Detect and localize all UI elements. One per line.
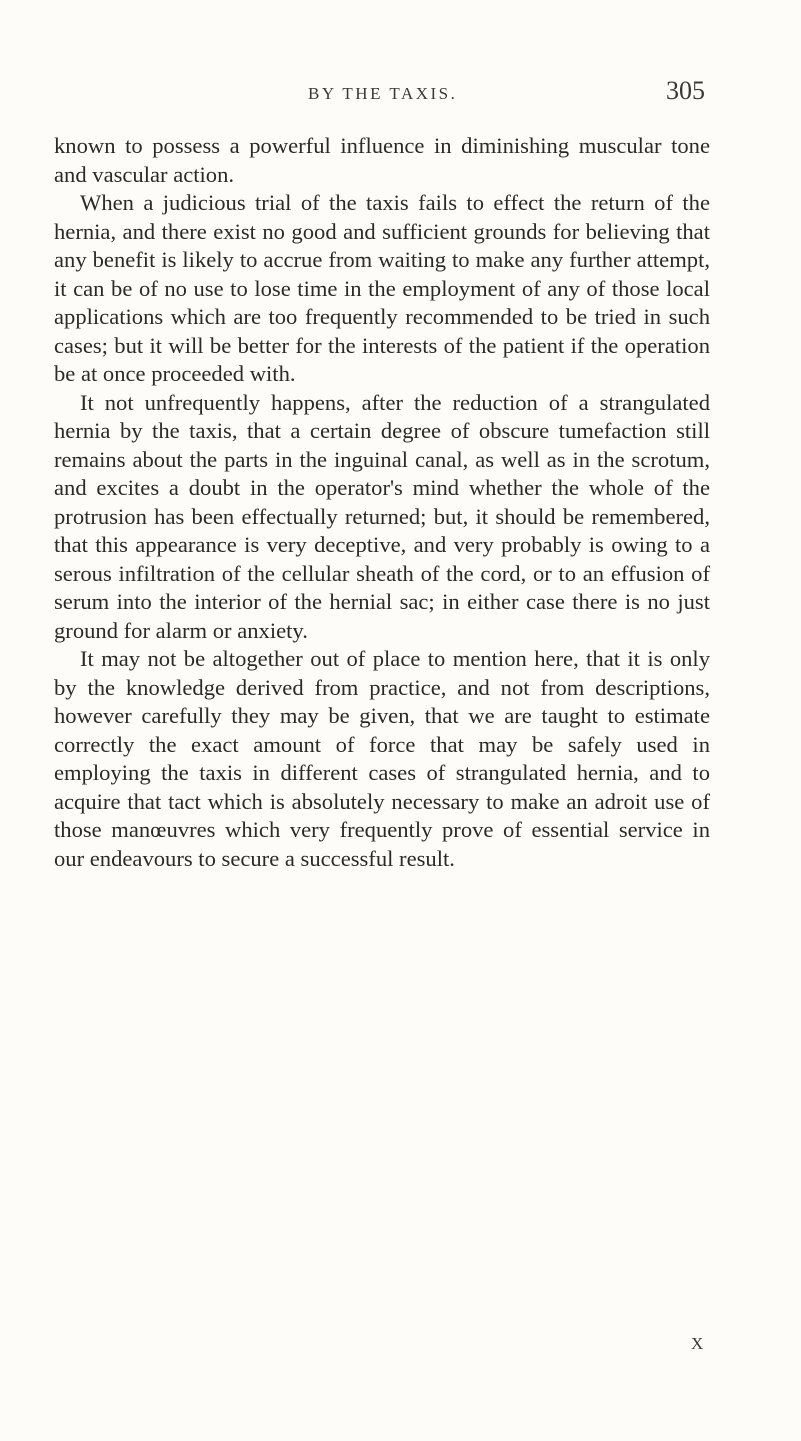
signature-mark: X [691, 1334, 704, 1353]
page-number: 305 [666, 76, 705, 105]
paragraph: It may not be altogether out of place to mention here, that it is only by the knowledge derived from practice, and not from descriptions, however carefully they may be given, that we are taught to estimate correctly the exact amount of force that may be safely used in employing the taxis in different cases of strangulated hernia, and to acquire that tact which is absolutely necessary to make an adroit use of those manœuvres which very frequently prove of essential service in our endeavours to secure a successful result. [54, 646, 710, 871]
paragraph: It not unfrequently happens, after the reduction of a strangulated hernia by the taxis, that a certain degree of obscure tumefaction still remains about the parts in the inguinal canal, as well as in the scrotum, and excites a doubt in the operator's mind whether the whole of the protrusion has been effectually returned; but, it should be remembered, that this appearance is very deceptive, and very probably is owing to a serous infiltration of the cellular sheath of the cord, or to an effusion of serum into the interior of the hernial sac; in either case there is no just ground for alarm or anxiety. [54, 389, 710, 643]
running-head: BY THE TAXIS. [308, 84, 458, 103]
paragraph: When a judicious trial of the taxis fails to effect the return of the hernia, and there exist no good and sufficient grounds for believing that any benefit is likely to accrue from waiting to make any further attempt, it can be of no use to lose time in the employment of any of those local applications which are too frequently recommended to be tried in such cases; but it will be better for the interests of the patient if the operation be at once proceeded with. [54, 190, 710, 386]
paragraph: known to possess a powerful influence in diminishing muscular tone and vascular action. [54, 133, 710, 187]
body-text [54, 132, 710, 873]
